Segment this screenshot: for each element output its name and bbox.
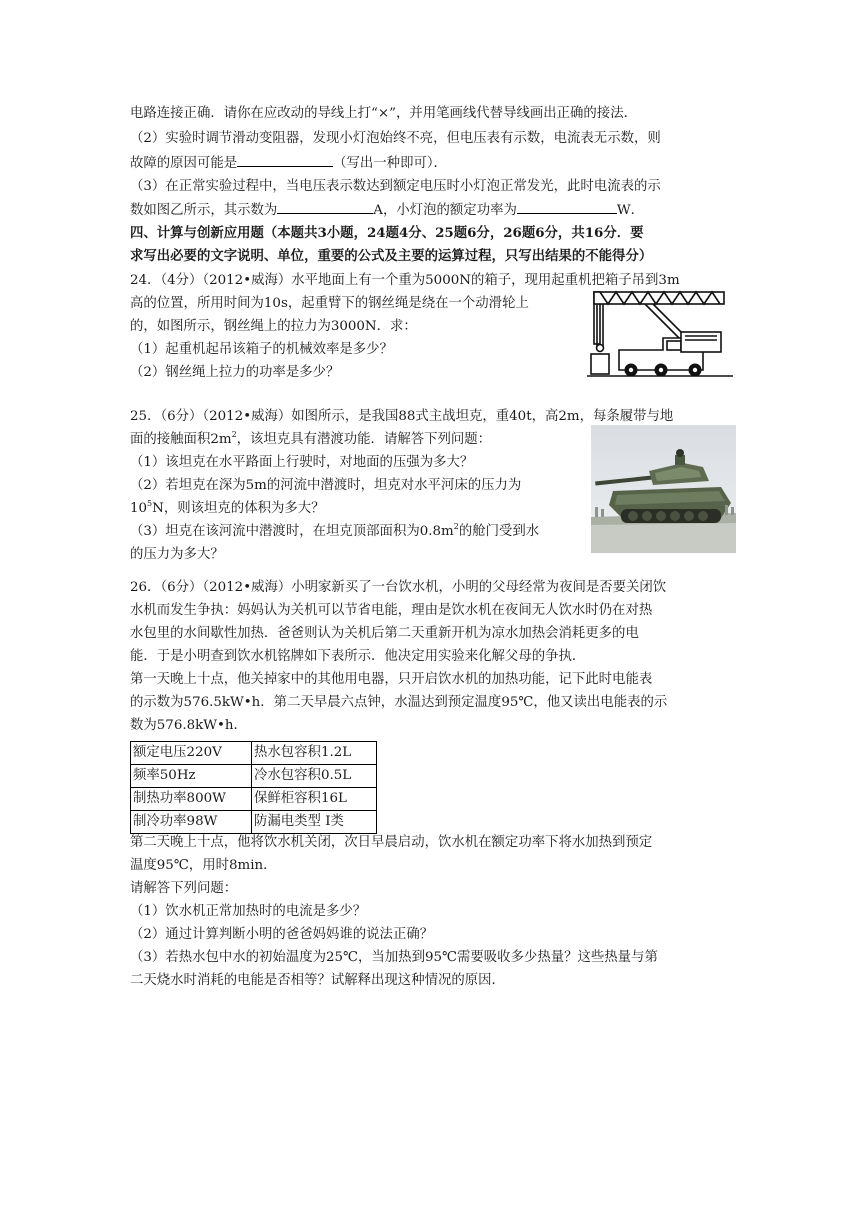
q26-line2: 水机而发生争执：妈妈认为关机可以节省电能，理由是饮水机在夜间无人饮水时仍在对热	[130, 603, 653, 618]
q23-part3-text-b: A，小灯泡的额定功率为	[373, 203, 517, 218]
nameplate-table	[130, 741, 377, 834]
nameplate-row	[131, 788, 377, 811]
q23-part3-line1: （3）在正常实验过程中，当电压表示数达到额定电压时小灯泡正常发光，此时电流表的示	[130, 179, 661, 194]
q23-part2-line2	[130, 152, 735, 175]
q25-sub3-text-a: （3）坦克在该河流中潜渡时，在坦克顶部面积为0.8m	[130, 524, 454, 539]
section4-heading-line2: 求写出必要的文字说明、单位，重要的公式及主要的运算过程，只写出结果的不能得分）	[130, 248, 653, 264]
q25-sub3-exp: 2	[453, 522, 459, 531]
q25-line2-exp: 2	[231, 430, 237, 439]
q26-sub3-line2: 二天烧水时消耗的电能是否相等？试解释出现这种情况的原因．	[130, 973, 505, 988]
q25-sub2-line1: （2）若坦克在深为5m的河流中潜渡时，坦克对水平河床的压力为	[130, 478, 522, 493]
q23-part3-text-c: W．	[616, 203, 645, 218]
section4-heading-line1: 四、计算与创新应用题（本题共3小题，24题4分、25题6分，26题6分，共16分．要	[130, 225, 644, 241]
q25-sub2-exp: 5	[147, 499, 153, 508]
q23-part3-text-a: 数如图乙所示，其示数为	[130, 203, 278, 218]
q25-sub2-text-b: N，则该坦克的体积为多大？	[152, 501, 325, 516]
q26-line1: 26．（6分）（2012•威海）小明家新买了一台饮水机，小明的父母经常为夜间是否要关闭饮	[130, 580, 667, 595]
q24-line3: 的，如图所示，钢丝绳上的拉力为3000N．求：	[130, 319, 417, 334]
q26-after1: 第二天晚上十点，他将饮水机关闭，次日早晨启动，饮水机在额定功率下将水加热到预定	[130, 835, 653, 850]
tank-photo	[591, 425, 736, 553]
q23-part2-text-b: （写出一种即可）．	[333, 156, 447, 171]
crane-truck-illustration	[585, 288, 735, 380]
nameplate-cell: 保鲜柜容积16L	[252, 788, 377, 811]
q26-after2: 温度95℃，用时8min．	[130, 858, 277, 873]
nameplate-cell: 制热功率800W	[131, 788, 252, 811]
q26-line4: 能．于是小明查到饮水机铭牌如下表所示．他决定用实验来化解父母的争执．	[130, 649, 586, 664]
q26-sub2: （2）通过计算判断小明的爸爸妈妈谁的说法正确？	[130, 927, 434, 942]
q25-sub3-text-b: 的舱门受到水	[458, 524, 540, 539]
q25-line2-text-b: ，该坦克具有潜渡功能．请解答下列问题：	[236, 432, 492, 447]
q23-part3-line2	[130, 199, 735, 222]
crane-icon	[585, 288, 735, 380]
q25-sub3-line2: 的压力为多大？	[130, 547, 224, 562]
nameplate-row	[131, 765, 377, 788]
nameplate-cell: 热水包容积1.2L	[252, 742, 377, 765]
q25-sub2-text-a: 10	[130, 501, 148, 516]
nameplate-cell: 额定电压220V	[131, 742, 252, 765]
nameplate-cell: 冷水包容积0.5L	[252, 765, 377, 788]
q26-line7-wrap: 数为576.8kW•h．	[130, 718, 247, 733]
q26-prompt: 请解答下列问题：	[130, 881, 238, 896]
q24-sub2: （2）钢丝绳上拉力的功率是多少？	[130, 365, 340, 380]
q26-sub1: （1）饮水机正常加热时的电流是多少？	[130, 904, 367, 919]
nameplate-cell: 频率50Hz	[131, 765, 252, 788]
q25-line1: 25．（6分）（2012•威海）如图所示，是我国88式主战坦克，重40t，高2m，每条履带与地	[130, 409, 674, 424]
answer-blank-current	[277, 199, 373, 214]
q23-part2-text-a: 故障的原因可能是	[130, 156, 238, 171]
nameplate-row	[131, 811, 377, 834]
answer-blank-power	[517, 199, 617, 214]
q23-part2-line1: （2）实验时调节滑动变阻器，发现小灯泡始终不亮，但电压表有示数，电流表无示数，则	[130, 131, 661, 146]
tank-icon	[591, 425, 736, 553]
q23-line1: 电路连接正确．请你在应改动的导线上打“×”，并用笔画线代替导线画出正确的接法．	[130, 106, 637, 121]
q24-line1: 24．（4分）（2012•威海）水平地面上有一个重为5000N的箱子，现用起重机把箱子吊到3m	[130, 273, 680, 288]
q25-sub1: （1）该坦克在水平路面上行驶时，对地面的压强为多大？	[130, 455, 474, 470]
answer-blank-fault	[237, 152, 333, 167]
nameplate-cell: 防漏电类型 I类	[252, 811, 377, 834]
q24-line2: 高的位置，所用时间为10s，起重臂下的钢丝绳是绕在一个动滑轮上	[130, 296, 529, 311]
q26-line6: 的示数为576.5kW•h．第二天早晨六点钟，水温达到预定温度95℃，他又读出电能表的示	[130, 695, 668, 710]
nameplate-row	[131, 742, 377, 765]
q26-sub3-line1: （3）若热水包中水的初始温度为25℃，当加热到95℃需要吸收多少热量？这些热量与第	[130, 950, 658, 965]
q24-sub1: （1）起重机起吊该箱子的机械效率是多少？	[130, 342, 393, 357]
q25-line2-text-a: 面的接触面积2m	[130, 432, 232, 447]
q26-line3: 水包里的水间歇性加热．爸爸则认为关机后第二天重新开机为凉水加热会消耗更多的电	[130, 626, 639, 641]
q26-line5: 第一天晚上十点，他关掉家中的其他用电器，只开启饮水机的加热功能，记下此时电能表	[130, 672, 653, 687]
nameplate-cell: 制冷功率98W	[131, 811, 252, 834]
